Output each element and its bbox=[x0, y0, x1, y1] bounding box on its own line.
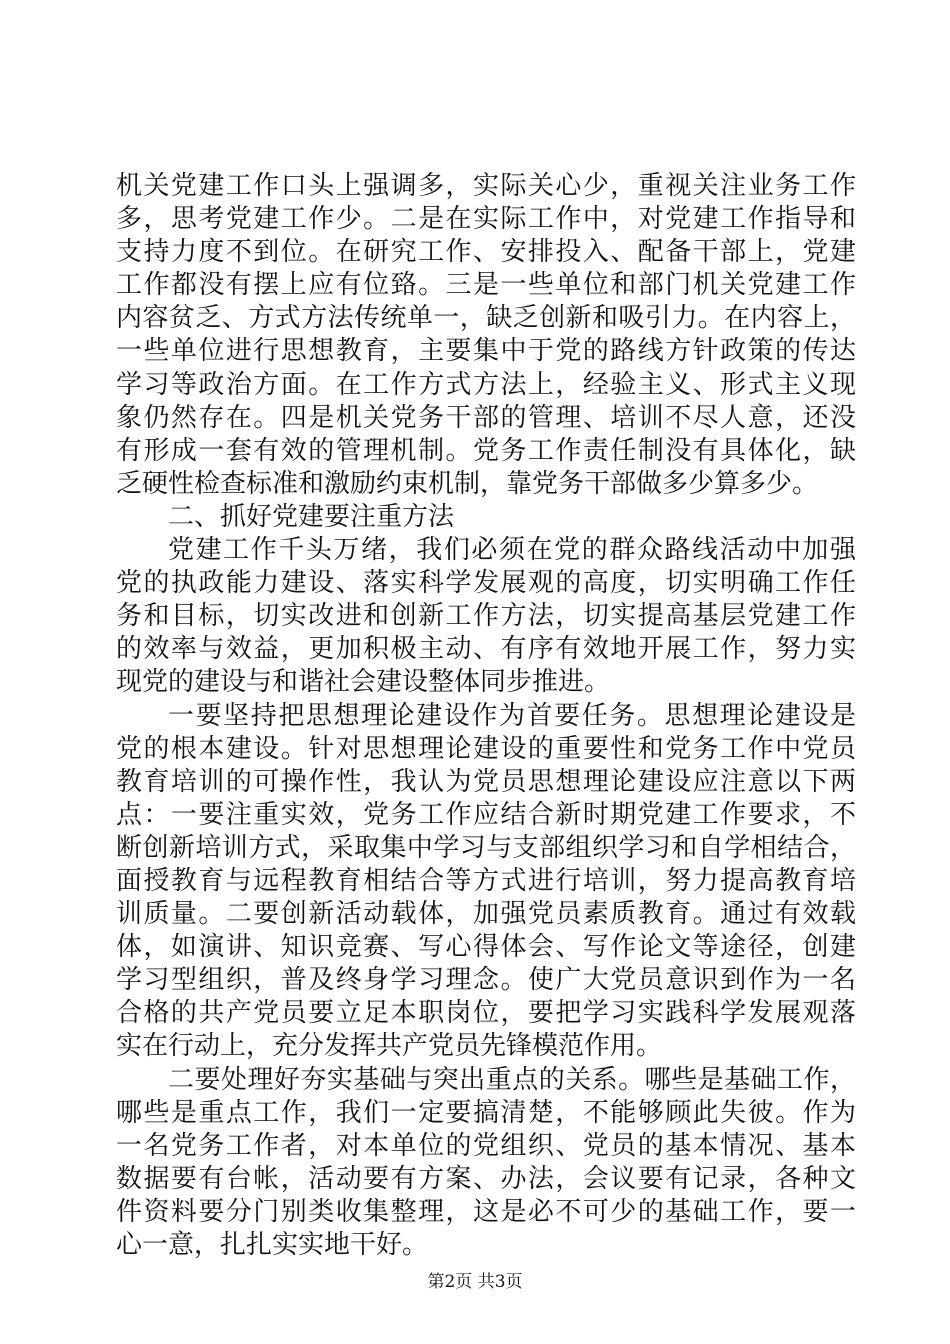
text-line: 断创新培训方式，采取集中学习与支部组织学习和自学相结合， bbox=[116, 832, 856, 863]
text-line: 多，思考党建工作少。二是在实际工作中，对党建工作指导和 bbox=[116, 204, 856, 235]
text-line: 一要坚持把思想理论建设作为首要任务。思想理论建设是 bbox=[168, 700, 856, 731]
text-line: 内容贫乏、方式方法传统单一，缺乏创新和吸引力。在内容上， bbox=[116, 303, 856, 334]
text-line: 党的执政能力建设、落实科学发展观的高度，切实明确工作任 bbox=[116, 568, 856, 599]
text-line: 现党的建设与和谐社会建设整体同步推进。 bbox=[116, 667, 611, 698]
text-line: 二要处理好夯实基础与突出重点的关系。哪些是基础工作， bbox=[168, 1064, 856, 1095]
text-line: 的效率与效益，更加积极主动、有序有效地开展工作，努力实 bbox=[116, 634, 856, 665]
text-line: 象仍然存在。四是机关党务干部的管理、培训不尽人意，还没 bbox=[116, 402, 856, 433]
text-line: 件资料要分门别类收集整理，这是必不可少的基础工作，要一 bbox=[116, 1196, 856, 1227]
text-line: 学习型组织，普及终身学习理念。使广大党员意识到作为一名 bbox=[116, 965, 856, 996]
text-line: 有形成一套有效的管理机制。党务工作责任制没有具体化，缺 bbox=[116, 435, 856, 466]
text-line: 数据要有台帐，活动要有方案、办法，会议要有记录，各种文 bbox=[116, 1163, 856, 1194]
text-line: 哪些是重点工作，我们一定要搞清楚，不能够顾此失彼。作为 bbox=[116, 1097, 856, 1128]
section-heading: 二、抓好党建要注重方法 bbox=[168, 501, 455, 532]
text-line: 训质量。二要创新活动载体，加强党员素质教育。通过有效载 bbox=[116, 899, 856, 930]
text-line: 实在行动上，充分发挥共产党员先锋模范作用。 bbox=[116, 1031, 663, 1062]
text-line: 学习等政治方面。在工作方式方法上，经验主义、形式主义现 bbox=[116, 369, 856, 400]
text-line: 合格的共产党员要立足本职岗位，要把学习实践科学发展观落 bbox=[116, 998, 856, 1029]
text-line: 点：一要注重实效，党务工作应结合新时期党建工作要求，不 bbox=[116, 799, 856, 830]
text-line: 一名党务工作者，对本单位的党组织、党员的基本情况、基本 bbox=[116, 1130, 856, 1161]
text-line: 心一意，扎扎实实地干好。 bbox=[116, 1230, 429, 1260]
text-line: 机关党建工作口头上强调多，实际关心少，重视关注业务工作 bbox=[116, 171, 856, 201]
document-body bbox=[116, 170, 856, 1262]
text-line: 乏硬性检查标准和激励约束机制，靠党务干部做多少算多少。 bbox=[116, 468, 819, 499]
text-line: 党建工作千头万绪，我们必须在党的群众路线活动中加强 bbox=[168, 535, 856, 566]
page-footer: 第2页 共3页 bbox=[427, 1272, 523, 1292]
text-line: 教育培训的可操作性，我认为党员思想理论建设应注意以下两 bbox=[116, 766, 856, 797]
text-line: 工作都没有摆上应有位臵。三是一些单位和部门机关党建工作 bbox=[116, 270, 856, 301]
text-line: 党的根本建设。针对思想理论建设的重要性和党务工作中党员 bbox=[116, 733, 856, 764]
text-line: 面授教育与远程教育相结合等方式进行培训，努力提高教育培 bbox=[116, 865, 856, 896]
text-line: 体，如演讲、知识竞赛、写心得体会、写作论文等途径，创建 bbox=[116, 932, 856, 963]
text-line: 支持力度不到位。在研究工作、安排投入、配备干部上，党建 bbox=[116, 237, 856, 268]
text-line: 一些单位进行思想教育，主要集中于党的路线方针政策的传达 bbox=[116, 336, 856, 367]
text-line: 务和目标，切实改进和创新工作方法，切实提高基层党建工作 bbox=[116, 601, 856, 632]
